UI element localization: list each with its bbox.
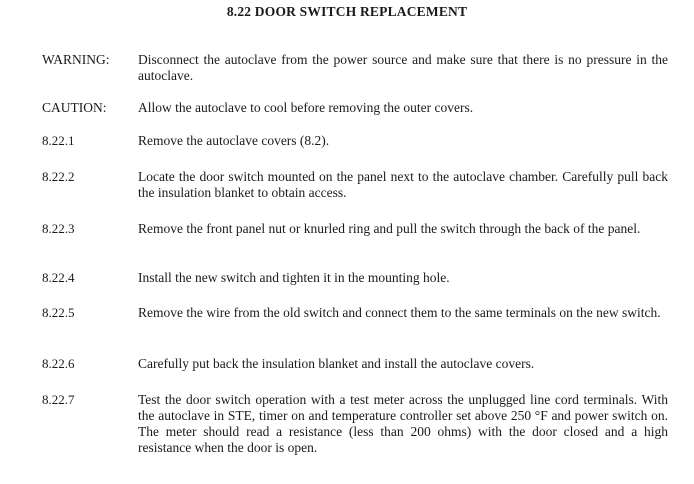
step-number: 8.22.6 [42,356,75,371]
step-number: 8.22.3 [42,221,75,236]
caution-text: Allow the autoclave to cool before removing the outer covers. [138,100,474,115]
step-number: 8.22.7 [42,392,75,407]
step-number: 8.22.5 [42,305,75,320]
step-text: Remove the front panel nut or knurled ring and pull the switch through the back of the panel. [138,221,641,236]
step-text: Test the door switch operation with a test meter across the unplugged line cord terminals. With the autoclave in STE, timer on and temperature controller set above 250 °F and power switch on. The meter should read a resistance (less than 200 ohms) with the door closed and a high resistance when the door is open. [138,392,668,455]
step-number: 8.22.1 [42,133,75,148]
warning-text: Disconnect the autoclave from the power source and make sure that there is no pressure in the autoclave. [138,52,668,83]
step-text: Remove the autoclave covers (8.2). [138,133,330,148]
step-text: Install the new switch and tighten it in the mounting hole. [138,270,450,285]
step-text: Carefully put back the insulation blanket and install the autoclave covers. [138,356,535,371]
step-text: Remove the wire from the old switch and connect them to the same terminals on the new switch. [138,305,661,320]
section-title: 8.22 DOOR SWITCH REPLACEMENT [226,4,468,19]
step-number: 8.22.4 [42,270,75,285]
warning-label: WARNING: [42,52,110,67]
caution-label: CAUTION: [42,100,107,115]
step-text: Locate the door switch mounted on the panel next to the autoclave chamber. Carefully pull back the insulation blanket to obtain access. [138,169,668,200]
step-number: 8.22.2 [42,169,75,184]
